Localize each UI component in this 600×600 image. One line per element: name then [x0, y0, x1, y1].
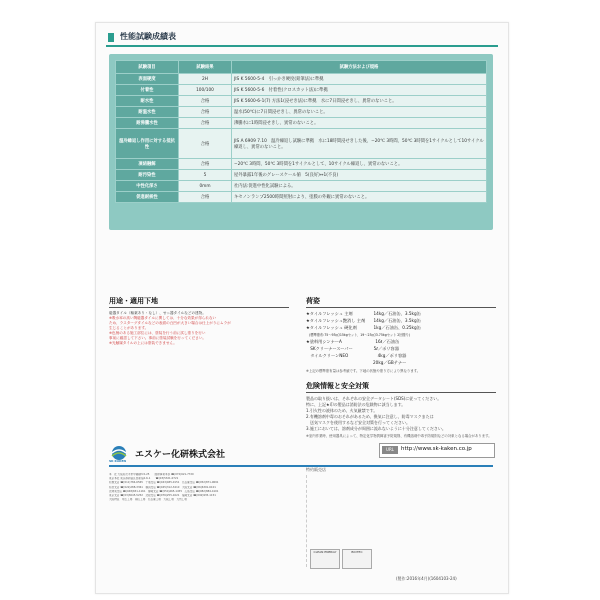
catalog-page	[95, 22, 509, 594]
packing-title: 荷姿	[306, 297, 320, 305]
usage-line: ※色柄のある施工部位には、塗装を行う前に試し塗りを行い	[109, 331, 206, 335]
company-divider	[109, 465, 493, 467]
url-label: URL	[382, 446, 398, 454]
usage-title: 用途・適用下地	[109, 297, 158, 305]
row-item: 中性化深さ	[116, 181, 179, 192]
company-bar	[109, 445, 493, 465]
perf-table	[115, 60, 487, 203]
row-result: 2H	[179, 74, 232, 85]
perf-table-frame	[109, 54, 493, 230]
row-method: JIS K 5600-5-6 付着性(クロスカット法)に準拠	[232, 85, 487, 96]
row-result: 5	[179, 170, 232, 181]
clean-energy-badge: CLEAN ENERGY	[310, 549, 340, 569]
safety-line: 送気マスクを使用するなど安全対策を行ってください。	[306, 420, 410, 425]
row-item: 耐沸騰水性	[116, 118, 179, 129]
safety-divider	[306, 392, 496, 393]
row-method: JIS A 6909 7.10 温冷繰返し試験に準拠 水に18時間浸せきした後、−20℃ 3時間、50℃ 3時間を1サイクルとして10サイクル繰返し、異常のないこと。	[232, 129, 487, 159]
row-result: 0mm	[179, 181, 232, 192]
address-line: 札幌支店 ☎(011)784-6565 千葉支店 ☎(043)485-0151 名古屋支店 ☎(052)871-9691	[109, 481, 219, 485]
usage-line: 磁器タイル（釉薬あり・なし）、せっ器タイルなどの建物。	[109, 311, 206, 315]
table-row	[116, 170, 487, 181]
safety-line: 3.施工においては、溶剤成分が周囲に流れないように十分注意してください。	[306, 426, 446, 431]
section-tab-marker	[108, 33, 114, 42]
row-item: 促進耐候性	[116, 192, 179, 203]
table-row	[116, 85, 487, 96]
company-name: エスケー化研株式会社	[135, 450, 226, 460]
row-item: 凍結融解	[116, 159, 179, 170]
address-line: 北関東支店 ☎(048)651-1161 静岡支店 ☎(054)265-1455 広島支店 ☎(082)884-4101	[109, 489, 219, 493]
safety-line: 2.有機溶剤中毒のおそれがあるため、換気に注意し、防毒マスクまたは	[306, 414, 434, 419]
row-method: JIS K 5600-6-1(7) 方法1(浸せき法)に準拠 水に7日間浸せきし、異常のないこと。	[232, 96, 487, 107]
address-line: 東京本社 東京都新宿区西新宿2-6-1 ☎(03)5321-0721	[109, 477, 179, 481]
row-method: −20℃ 3時間、50℃ 3時間を1サイクルとして、10サイクル繰返し、異常のないこと。	[232, 159, 487, 170]
row-method: 屋外暴露1年後のグレースケール値 5(良好)↔1(不良)	[232, 170, 487, 181]
usage-text	[109, 311, 294, 346]
safety-title: 危険情報と安全対策	[306, 382, 369, 390]
row-result: 合格	[179, 129, 232, 159]
row-method: 沸騰水に1時間浸せきし、異常のないこと。	[232, 118, 487, 129]
table-row	[116, 159, 487, 170]
row-result: 100/100	[179, 85, 232, 96]
brand-text: SK KAKEN	[109, 459, 127, 463]
packing-note: ※上記の標準塗布量は参考値です。下地の状態や塗り方により異なります。	[306, 369, 421, 373]
print-code: (製作:2016年4月)(1604103-24)	[396, 576, 457, 581]
packing-line: (標準塗布:75〜93㎡/15kgセット、19〜23㎡/3.75kgセット 2回塗り)	[306, 333, 411, 337]
row-item: 付着性	[116, 85, 179, 96]
website-url[interactable]: http://www.sk-kaken.co.jp	[401, 446, 472, 452]
row-method: 社内法:促進中性化試験による。	[232, 181, 487, 192]
table-row	[116, 96, 487, 107]
row-result: 合格	[179, 159, 232, 170]
usage-line: ため、ラスターグタイルなどの表面の凸凹が大きい場合は仕上がりにムラが	[109, 321, 231, 325]
row-result: 合格	[179, 96, 232, 107]
row-method: 温水(50℃)に7日間浸せきし、異常のないこと。	[232, 107, 487, 118]
row-result: 合格	[179, 118, 232, 129]
row-item: 耐汚染性	[116, 170, 179, 181]
packing-line: ★塗料用シンナーA 16ℓ／石油缶	[306, 339, 400, 344]
table-row	[116, 118, 487, 129]
packing-line: ★タイルフレッシュ 主剤 14kg／石油缶、3.5kg缶	[306, 311, 421, 316]
address-block	[109, 473, 359, 502]
table-row	[116, 74, 487, 85]
packing-line: SKクリーナースーパー 5ℓ／ポリ容器	[306, 346, 399, 351]
table-row	[116, 192, 487, 203]
address-line: 仙台支店 ☎(022)288-3361 横浜支店 ☎(045)312-3410 大阪支店 ☎(06)6391-6101	[109, 485, 216, 489]
usage-line: 事前に確認して下さい。事前に塗装試験を行ってください。	[109, 336, 207, 340]
biotec-badge: BIOTEC	[342, 549, 372, 569]
agent-label: 特約販売店	[306, 467, 326, 472]
row-item: 表面硬度	[116, 74, 179, 85]
usage-line: ※光触媒タイルの上には塗装できません。	[109, 341, 177, 345]
perf-section-header	[106, 31, 498, 47]
url-box[interactable]	[379, 443, 495, 458]
row-method: キセノンランプ2500時間照射により、塗膜の外観に異常のないこと。	[232, 192, 487, 203]
address-line: 東京支店 ☎(03)3645-5252 北陸支店 ☎(076)255-1621 福岡支店 ☎(092)935-1151	[109, 494, 216, 498]
address-line: 大阪物流 埼玉工場 岡山工場 名古屋工場 大阪工場 九州工場	[109, 498, 187, 502]
col-header-result: 試験結果	[179, 61, 232, 74]
table-row	[116, 129, 487, 159]
row-method: JIS K 5600-5-4 引っかき硬度(鉛筆法)に準拠	[232, 74, 487, 85]
usage-line: ※吸水率の高い陶磁器タイルに関しては、十分な効果が得られない	[109, 316, 217, 320]
safety-warning: ※室内作業時、使用器具によって、特定化学物質障害予防規則、有機溶剤中毒予防規則などの対象となる場合があります。	[306, 434, 492, 438]
table-row	[116, 107, 487, 118]
row-result: 合格	[179, 107, 232, 118]
usage-line: 生じることがあります。	[109, 326, 149, 330]
safety-line: 製品の取り扱いは、それぞれの安全データシート(SDS)に従ってください。	[306, 396, 442, 401]
perf-title: 性能試験成績表	[120, 32, 176, 41]
packing-line: 20kg／GBテナー	[306, 360, 407, 365]
safety-line: 特に、上記★印の製品は消防法の危険物に該当します。	[306, 402, 406, 407]
packing-divider	[306, 307, 496, 308]
row-item: 温冷繰返し作用に対する抵抗性	[116, 129, 179, 159]
row-result: 合格	[179, 192, 232, 203]
address-line: 本 社 大阪府茨木市中穂積3-5-25 国際事業本部 ☎(072)621-7720	[109, 473, 194, 476]
row-item: 耐水性	[116, 96, 179, 107]
packing-line: ★タイルフレッシュ 硬化剤 1kg／石油缶、0.25kg缶	[306, 325, 421, 330]
safety-text	[306, 396, 496, 432]
safety-line: 1.引火性の液体のため、火気厳禁です。	[306, 408, 378, 413]
packing-line: ★タイルフレッシュ艶消し 主剤 14kg／石油缶、3.5kg缶	[306, 318, 421, 323]
table-row	[116, 181, 487, 192]
col-header-item: 試験項目	[116, 61, 179, 74]
row-item: 耐温水性	[116, 107, 179, 118]
usage-divider	[109, 307, 289, 308]
packing-line: タイルクリーンNEO 4kg／ポリ容器	[306, 353, 407, 358]
col-header-method: 試験方法および規格	[232, 61, 487, 74]
